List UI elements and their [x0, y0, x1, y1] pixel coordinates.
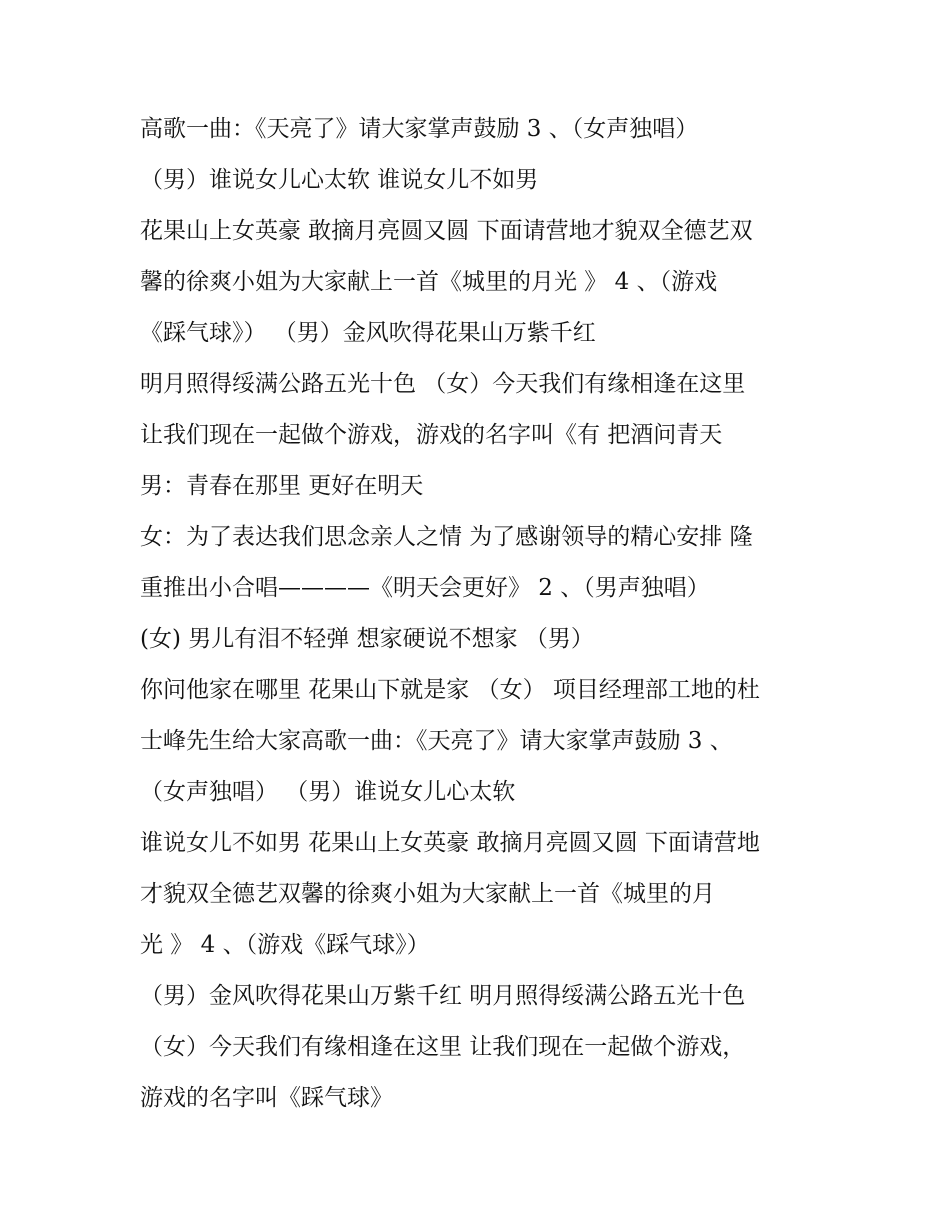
text-line: 才貌双全德艺双馨的徐爽小姐为大家献上一首《城里的月 — [140, 881, 715, 907]
text-line: (女) 男儿有泪不轻弹 想家硬说不想家 （男） — [140, 626, 594, 652]
text-line: 光 》 4 、（游戏《踩气球》） — [140, 932, 430, 958]
text-line: 士峰先生给大家高歌一曲：《天亮了》请大家掌声鼓励 3 、 — [140, 728, 733, 754]
text-line: 《踩气球》） （男）金风吹得花果山万紫千红 — [140, 320, 596, 346]
text-line: 让我们现在一起做个游戏，游戏的名字叫《有 把酒问青天 — [140, 422, 723, 448]
text-line: （女）今天我们有缘相逢在这里 让我们现在一起做个游戏， — [140, 1034, 746, 1060]
document-body — [140, 104, 840, 1124]
text-line: 高歌一曲：《天亮了》请大家掌声鼓励 3 、（女声独唱） — [140, 116, 699, 142]
text-line: 谁说女儿不如男 花果山上女英豪 敢摘月亮圆又圆 下面请营地 — [140, 830, 760, 856]
text-line: 男：青春在那里 更好在明天 — [140, 473, 424, 499]
text-line: （女声独唱） （男）谁说女儿心太软 — [140, 779, 516, 805]
text-line: 明月照得绥满公路五光十色 （女）今天我们有缘相逢在这里 — [140, 371, 746, 397]
text-line: （男）谁说女儿心太软 谁说女儿不如男 — [140, 167, 539, 193]
text-line: 你问他家在哪里 花果山下就是家 （女） 项目经理部工地的杜 — [140, 677, 760, 703]
text-line: 花果山上女英豪 敢摘月亮圆又圆 下面请营地才貌双全德艺双 — [140, 218, 753, 244]
text-line: 女：为了表达我们思念亲人之情 为了感谢领导的精心安排 隆 — [140, 524, 753, 550]
text-line: 重推出小合唱————《明天会更好》 2 、（男声独唱） — [140, 575, 710, 601]
text-line: （男）金风吹得花果山万紫千红 明月照得绥满公路五光十色 — [140, 983, 746, 1009]
text-line: 游戏的名字叫《踩气球》 — [140, 1085, 393, 1111]
text-line: 馨的徐爽小姐为大家献上一首《城里的月光 》 4 、（游戏 — [140, 269, 718, 295]
